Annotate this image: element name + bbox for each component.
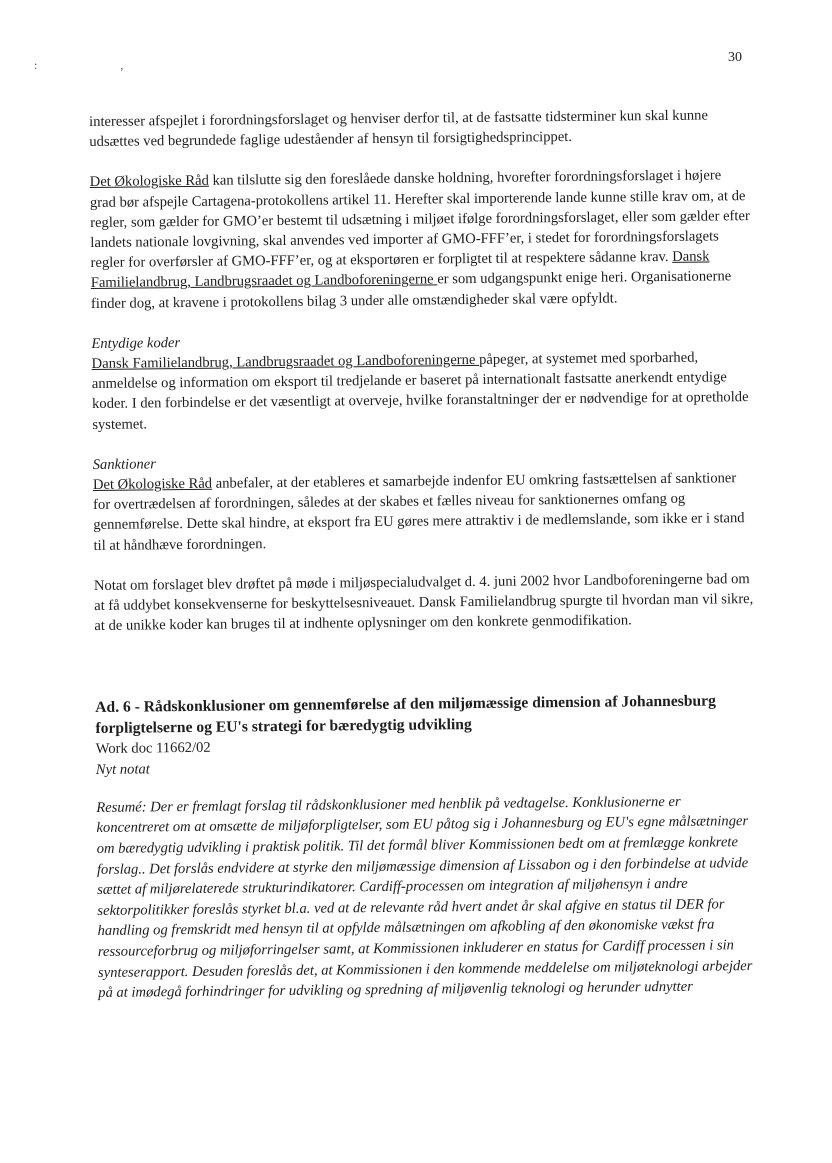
section-heading: Ad. 6 - Rådskonklusioner om gennemførelse af den miljømæssige dimension af Johannesburg forpligtelserne og EU's strategi for bæredygtig udvikling: [95, 692, 716, 737]
resume-paragraph: Resumé: Der er fremlagt forslag til rådskonklusioner med henblik på vedtagelse. Konklusionerne er koncentreret om at omsætte de miljøforpligtelser, som EU påtog sig i Johannesburg og EU's egne målsætninger om bæredygtig udvikling i praktisk politik. Til det formål bliver Kommissionen bedt om at fremlægge konkrete forslag.. Det forslås endvidere at styrke den miljømæssige dimension af Lissabon og i den forbindelse at udvide sættet af miljørelaterede strukturindikatorer. Cardiff-processen om integration af miljøhensyn i andre sektorpolitikker foreslås styrket bl.a. ved at de relevante råd hvert andet år skal afgive en status til DER for handling og fremskridt med hensyn til at opfylde målsætningen om afkobling af den økonomiske vækst fra ressourceforbrug og miljøforringelser samt, at Kommissionen inkluderer en status for Cardiff processen i sin synteserapport. Desuden foreslås det, at Kommissionen i den kommende meddelelse om miljøteknologi arbejder på at imødegå forhindringer for udvikling og spredning af miljøvenlig teknologi og herunder udnytter: [96, 793, 753, 1002]
document-body: [89, 105, 758, 1004]
org-name-underlined: Dansk Familielandbrug, Landbrugsraadet og Landboforeningerne: [91, 351, 480, 373]
paragraph-koder: [92, 347, 753, 435]
subheading-sanktioner: Sanktioner: [92, 456, 157, 473]
org-name-underlined: Dansk Familielandbrug, Landbrugsraadet og Landboforeningerne: [90, 248, 710, 292]
paragraph-okologiske-raad: [90, 165, 751, 313]
work-doc-reference: Work doc 11662/02: [95, 740, 211, 758]
paragraph-text: er som udgangspunkt enige heri. Organisationerne finder dog, at kravene i protokollens bilag 3 under alle omstændigheder skal være opfyldt.: [90, 268, 732, 312]
paragraph-notat: Notat om forslaget blev drøftet på møde i miljøspecialudvalget d. 4. juni 2002 hvor Landboforeningerne bad om at få uddybet konsekvenserne for beskyttelsesniveauet. Dansk Familielandbrug spurgte til hvordan man vil sikre, at de unikke koder kan bruges til at indhente oplysninger om den konkrete genmodifikation.: [93, 570, 754, 635]
paragraph-text: kan tilslutte sig den foreslåede danske holdning, hvorefter forordningsforslaget i højere grad bør afspejle Cartagena-protokollens artikel 11. Herefter skal importerende lande kunne stille krav om, at de regler, som gælder for GMO’er bestemt til udsætning i miljøet ifølge forordningsforslaget, eller som gælder efter landets nationale lovgivning, skal anvendes ved importer af GMO-FFF’er, i stedet for forordningsforslagets regler for overførsler af GMO-FFF’er, og at eksportøren er forpligtet til at respektere sådanne krav.: [89, 167, 750, 272]
paragraph-sanktioner: [93, 468, 754, 556]
paragraph-text: påpeger, at systemet med sporbarhed, anmeldelse og information om eksport til tredjelande er baseret på internationalt fastsatte anerkendt entydige koder. I den forbindelse er det væsentligt at overveje, hvilke foranstaltninger der er nødvendige for at opretholde systemet.: [91, 349, 749, 433]
subheading-entydige-koder: Entydige koder: [91, 334, 181, 352]
margin-marks: : ,: [34, 58, 164, 72]
org-name-underlined: Det Økologiske Råd: [89, 173, 209, 191]
org-name-underlined: Det Økologiske Råd: [92, 475, 213, 494]
new-note-label: Nyt notat: [95, 761, 150, 778]
page-number: 30: [728, 50, 742, 65]
paragraph-intro: interesser afspejlet i forordningsforslaget og henviser derfor til, at de fastsatte tidsterminer kun skal kunne udsættes ved begrundede faglige udeståender af hensyn til forsigtighedsprincippet.: [89, 107, 708, 151]
paragraph-text: anbefaler, at der etableres et samarbejde indenfor EU omkring fastsættelsen af sanktioner for overtrædelsen af forordningen, således at der skabes et fælles niveau for sanktionernes omfang og gennemførelse. Dette skal hindre, at eksport fra EU gøres mere attraktiv i de medlemslande, som ikke er i stand til at håndhæve forordningen.: [93, 470, 745, 554]
